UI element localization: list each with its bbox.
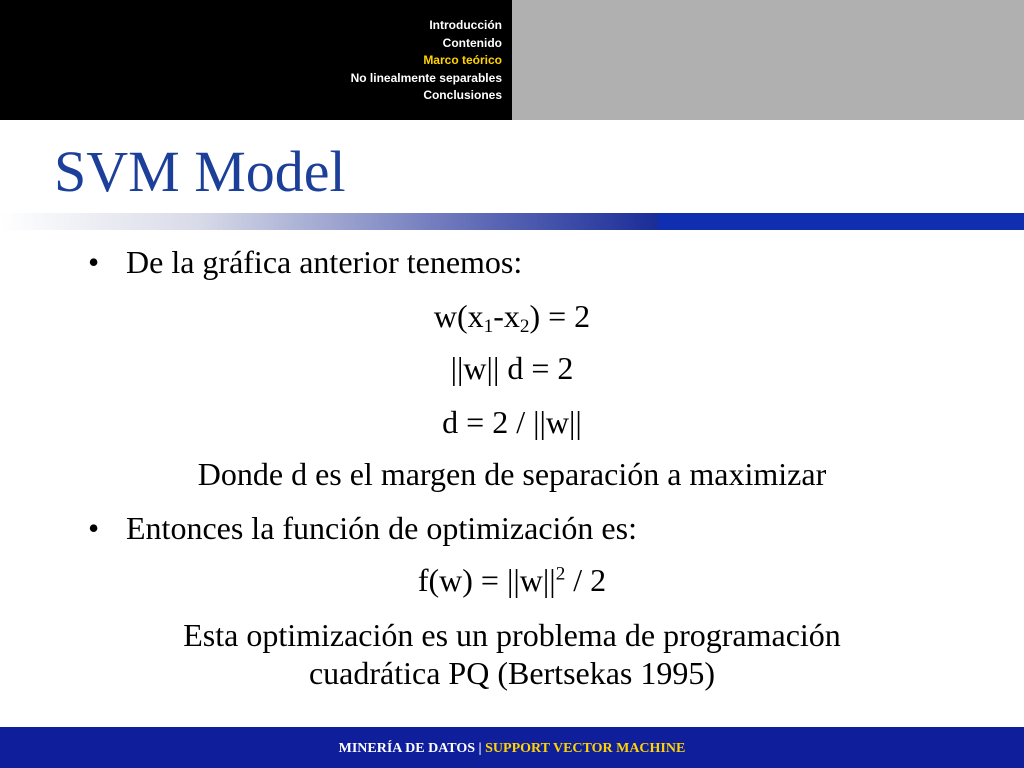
header-bar bbox=[0, 0, 1024, 120]
eq1-sub-1: 1 bbox=[483, 315, 494, 337]
eq1-sub-2: 2 bbox=[519, 315, 530, 337]
title-solid-rule bbox=[658, 213, 1024, 230]
nav-item-introduccion[interactable]: Introducción bbox=[429, 18, 502, 32]
title-gradient-rule bbox=[0, 213, 658, 230]
section-nav bbox=[351, 17, 502, 105]
footer-course: MINERÍA DE DATOS | bbox=[338, 741, 486, 756]
bullet-text: Entonces la función de optimización es: bbox=[126, 510, 637, 546]
bullet-dot: • bbox=[88, 510, 100, 546]
optimization-note-line-1: Esta optimización es un problema de programación bbox=[183, 617, 841, 653]
eq1-part-a: w(x bbox=[433, 298, 484, 334]
optimization-note bbox=[60, 616, 964, 692]
footer-bar bbox=[0, 725, 1024, 768]
bullet-text: De la gráfica anterior tenemos: bbox=[126, 244, 523, 280]
nav-item-marco-teorico[interactable]: Marco teórico bbox=[423, 53, 502, 67]
nav-item-no-linealmente-separables[interactable]: No linealmente separables bbox=[350, 70, 502, 85]
footer-topic: SUPPORT VECTOR MACHINE bbox=[485, 741, 686, 756]
margin-note: Donde d es el margen de separación a maximizar bbox=[197, 456, 827, 492]
bullet-dot: • bbox=[88, 244, 100, 280]
eq4-sup: 2 bbox=[555, 563, 566, 585]
header-left-panel bbox=[0, 0, 512, 120]
equation-3: d = 2 / ||w|| bbox=[442, 404, 582, 440]
slide-title: SVM Model bbox=[54, 139, 346, 204]
eq1-part-c: ) = 2 bbox=[529, 298, 591, 334]
header-right-panel bbox=[512, 0, 1024, 120]
eq4-part-b: / 2 bbox=[565, 562, 607, 598]
footer-text bbox=[0, 741, 1024, 757]
equation-1 bbox=[60, 298, 964, 335]
optimization-note-line-2: cuadrática PQ (Bertsekas 1995) bbox=[308, 655, 716, 691]
equation-2: ||w|| d = 2 bbox=[450, 350, 574, 386]
eq4-part-a: f(w) = ||w|| bbox=[417, 562, 556, 598]
nav-item-conclusiones[interactable]: Conclusiones bbox=[423, 88, 502, 102]
nav-item-contenido[interactable]: Contenido bbox=[442, 35, 502, 50]
eq1-part-b: -x bbox=[493, 298, 520, 334]
equation-4 bbox=[60, 562, 964, 599]
